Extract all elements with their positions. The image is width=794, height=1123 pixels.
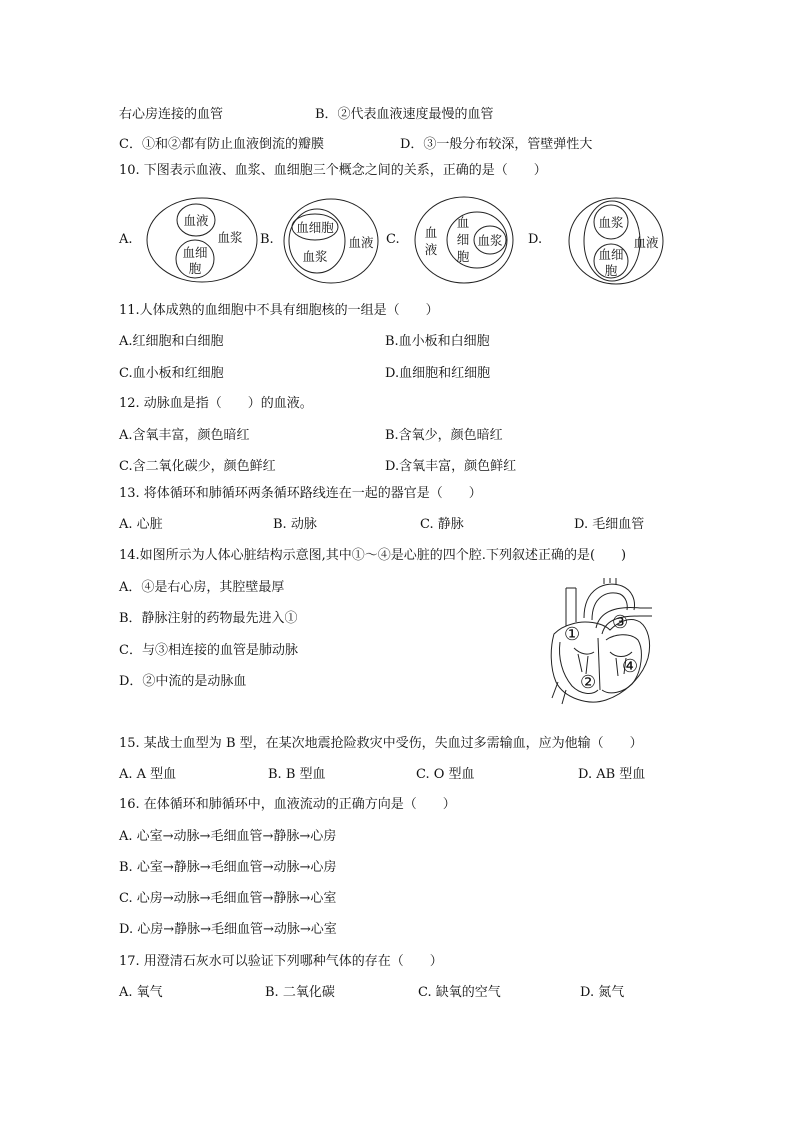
q13-option-b: B. 动脉 xyxy=(273,517,317,532)
q17-option-b: B. 二氧化碳 xyxy=(265,985,335,1000)
q15-option-c: C. O 型血 xyxy=(416,767,475,782)
q12-option-c: C.含二氧化碳少，颜色鲜红 xyxy=(119,459,276,474)
q16-option-c: C. 心房→动脉→毛细血管→静脉→心室 xyxy=(119,891,337,906)
q14-option-a: A．④是右心房，其腔壁最厚 xyxy=(119,580,285,595)
q10a-outer: 血浆 xyxy=(217,230,243,245)
q17-option-c: C. 缺氧的空气 xyxy=(418,985,501,1000)
q16-option-d: D. 心房→静脉→毛细血管→动脉→心室 xyxy=(119,922,337,937)
q11-option-d: D.血细胞和红细胞 xyxy=(385,366,491,381)
q10c-mid-a: 血 xyxy=(456,215,470,230)
q12-option-b: B.含氧少，颜色暗红 xyxy=(385,428,503,443)
heart-label-1: ① xyxy=(564,624,581,645)
q10c-mid-b: 细 xyxy=(456,232,470,247)
heart-label-3: ③ xyxy=(612,612,629,633)
q16-option-a: A. 心室→动脉→毛细血管→静脉→心房 xyxy=(119,829,337,844)
q17-option-a: A. 氧气 xyxy=(119,985,163,1000)
q14-stem: 14.如图所示为人体心脏结构示意图,其中①～④是心脏的四个腔.下列叙述正确的是( ) xyxy=(119,548,627,563)
q10b-inner1: 血细胞 xyxy=(296,220,334,235)
q16-option-b: B. 心室→静脉→毛细血管→动脉→心房 xyxy=(119,860,337,875)
q10a-inner2b: 胞 xyxy=(188,261,202,276)
q15-option-d: D. AB 型血 xyxy=(578,767,646,782)
q10-diagram-a xyxy=(145,195,260,289)
q13-option-d: D. 毛细血管 xyxy=(574,517,645,532)
q10b-outer: 血液 xyxy=(348,235,374,250)
q10-diagram-c xyxy=(414,196,516,288)
q15-option-a: A. A 型血 xyxy=(119,767,177,782)
q14-option-c: C．与③相连接的血管是肺动脉 xyxy=(119,643,298,658)
q11-option-c: C.血小板和红细胞 xyxy=(119,366,224,381)
q10b-inner2: 血浆 xyxy=(302,249,328,264)
q11-option-b: B.血小板和白细胞 xyxy=(385,334,490,349)
heart-diagram xyxy=(544,578,660,710)
q13-option-c: C. 静脉 xyxy=(420,517,464,532)
q14-option-b: B．静脉注射的药物最先进入① xyxy=(119,611,298,626)
q10c-mid-c: 胞 xyxy=(456,249,470,264)
q12-option-a: A.含氧丰富，颜色暗红 xyxy=(119,428,250,443)
q17-option-d: D. 氮气 xyxy=(580,985,625,1000)
q10-diagram-b xyxy=(283,197,383,289)
q17-stem: 17. 用澄清石灰水可以验证下列哪种气体的存在（ ） xyxy=(119,954,443,969)
q10-stem: 10. 下图表示血液、血浆、血细胞三个概念之间的关系，正确的是（ ） xyxy=(119,163,547,178)
heart-label-4: ④ xyxy=(622,656,639,677)
q10c-outer-b: 液 xyxy=(424,242,438,257)
q12-stem: 12. 动脉血是指（ ）的血液。 xyxy=(119,396,313,411)
heart-label-2: ② xyxy=(580,672,597,693)
q14-option-d: D．②中流的是动脉血 xyxy=(119,674,247,689)
q9-option-a-tail: 右心房连接的血管 xyxy=(119,107,224,122)
q10d-inner2b: 胞 xyxy=(604,263,618,278)
q10d-inner1: 血浆 xyxy=(598,215,624,230)
q16-stem: 16. 在体循环和肺循环中，血液流动的正确方向是（ ） xyxy=(119,797,456,812)
q10a-inner1: 血液 xyxy=(183,213,209,228)
q15-option-b: B. B 型血 xyxy=(268,767,326,782)
q10-diagram-d xyxy=(568,196,668,290)
q13-option-a: A. 心脏 xyxy=(119,517,163,532)
q10-label-d: D. xyxy=(528,232,543,247)
q11-stem: 11.人体成熟的血细胞中不具有细胞核的一组是（ ） xyxy=(119,303,439,318)
q10c-outer-a: 血 xyxy=(424,225,438,240)
q10-label-c: C. xyxy=(386,232,400,247)
q10d-inner2a: 血细 xyxy=(598,247,624,262)
q9-option-c: C．①和②都有防止血液倒流的瓣膜 xyxy=(119,137,324,152)
q15-stem: 15. 某战士血型为 B 型，在某次地震抢险救灾中受伤，失血过多需输血，应为他输（ ） xyxy=(119,736,643,751)
q10-label-a: A. xyxy=(119,232,133,247)
q10a-inner2a: 血细 xyxy=(182,245,208,260)
q9-option-b: B．②代表血液速度最慢的血管 xyxy=(315,107,494,122)
q10d-outer: 血液 xyxy=(633,235,659,250)
q11-option-a: A.红细胞和白细胞 xyxy=(119,334,224,349)
q9-option-d: D．③一般分布较深，管壁弹性大 xyxy=(400,137,593,152)
q10c-inner: 血浆 xyxy=(477,233,503,248)
q12-option-d: D.含氧丰富，颜色鲜红 xyxy=(385,459,517,474)
q13-stem: 13. 将体循环和肺循环两条循环路线连在一起的器官是（ ） xyxy=(119,486,482,501)
q10-label-b: B. xyxy=(260,232,274,247)
